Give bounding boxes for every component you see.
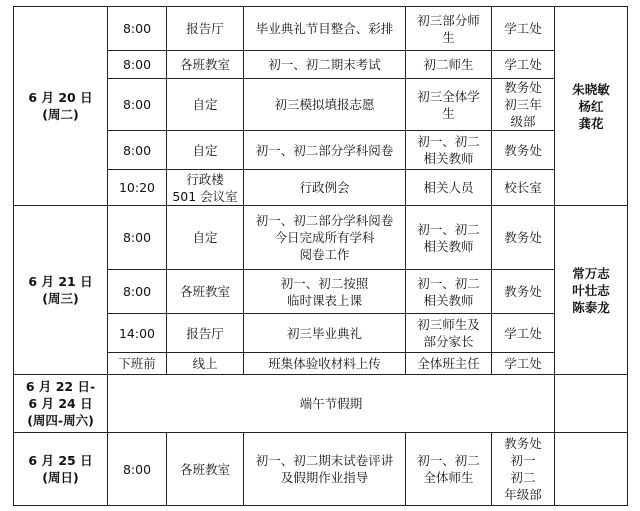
date-cell <box>14 433 108 506</box>
content-cell-line: 初一、初二期末试卷评讲 <box>255 453 394 468</box>
participants-cell-line: 初一、初二 <box>417 453 480 468</box>
participants-cell-line: 全体师生 <box>423 470 474 485</box>
duty-cell-line: 朱晓敏 <box>572 81 610 97</box>
time-cell: 8:00 <box>108 7 167 51</box>
date-cell <box>14 206 108 375</box>
participants-cell-line: 部分家长 <box>423 334 474 349</box>
participants-cell-line: 相关人员 <box>423 180 474 195</box>
time-cell: 下班前 <box>108 353 167 375</box>
participants-cell-line: 初三全体学 <box>417 88 480 104</box>
participants-cell-line: 初三师生及 <box>417 317 480 332</box>
place-cell-line: 501 会议室 <box>172 188 238 204</box>
dept-cell-line: 年级部 <box>504 487 542 502</box>
table-row <box>14 433 628 506</box>
place-cell-line: 自定 <box>192 97 218 112</box>
date-cell <box>14 375 108 433</box>
place-cell <box>167 170 244 206</box>
dept-cell-line: 初三年 <box>504 97 542 112</box>
participants-cell <box>406 206 492 270</box>
time-cell: 8:00 <box>108 270 167 314</box>
participants-cell <box>406 131 492 170</box>
date-weekday: (周三) <box>42 291 79 306</box>
participants-cell-line: 生 <box>442 29 455 45</box>
duty-cell-line: 陈泰龙 <box>572 299 610 315</box>
content-cell-line: 阅卷工作 <box>299 247 350 262</box>
time-cell: 8:00 <box>108 131 167 170</box>
place-cell <box>167 270 244 314</box>
participants-cell <box>406 7 492 51</box>
participants-cell-line: 初一、初二 <box>417 275 480 291</box>
content-cell <box>244 51 406 79</box>
place-cell-line: 各班教室 <box>179 284 230 299</box>
place-cell-line: 自定 <box>192 142 218 158</box>
date-date: 6 月 25 日 <box>28 453 93 468</box>
dept-cell-line: 学工处 <box>504 325 542 341</box>
participants-cell <box>406 79 492 131</box>
place-cell-line: 行政楼 <box>186 171 224 187</box>
content-cell <box>244 270 406 314</box>
dept-cell <box>492 131 555 170</box>
duty-cell <box>555 7 628 206</box>
content-cell <box>244 170 406 206</box>
content-cell-line: 初一、初二按照 <box>280 275 369 291</box>
participants-cell <box>406 353 492 375</box>
date-date: 6 月 21 日 <box>28 274 93 289</box>
time-cell: 8:00 <box>108 51 167 79</box>
date-cell <box>14 7 108 206</box>
duty-cell <box>555 375 628 433</box>
date-cell-line: 6 月 24 日 <box>28 396 93 411</box>
holiday-cell: 端午节假期 <box>108 375 555 433</box>
place-cell <box>167 51 244 79</box>
place-cell <box>167 314 244 353</box>
dept-cell-line: 学工处 <box>504 57 542 72</box>
content-cell-line: 初三毕业典礼 <box>286 325 362 341</box>
dept-cell-line: 教务处 <box>504 436 542 451</box>
duty-cell-line: 龚花 <box>578 115 604 131</box>
dept-cell-line: 校长室 <box>504 180 542 195</box>
schedule-body <box>14 7 628 506</box>
place-cell-line: 报告厅 <box>186 325 224 341</box>
content-cell-line: 初一、初二部分学科阅卷 <box>255 213 394 228</box>
dept-cell <box>492 433 555 506</box>
content-cell <box>244 314 406 353</box>
dept-cell <box>492 314 555 353</box>
participants-cell-line: 初一、初二 <box>417 221 480 237</box>
content-cell-line: 班集体验收材料上传 <box>268 356 381 371</box>
participants-cell-line: 初一、初二 <box>417 134 480 149</box>
date-weekday: (周日) <box>42 470 79 485</box>
dept-cell-line: 初二 <box>510 470 536 485</box>
participants-cell-line: 相关教师 <box>423 292 474 308</box>
place-cell <box>167 206 244 270</box>
participants-cell-line: 相关教师 <box>423 238 474 254</box>
content-cell-line: 行政例会 <box>299 180 350 195</box>
dept-cell-line: 初一 <box>510 453 536 468</box>
place-cell <box>167 433 244 506</box>
time-cell: 8:00 <box>108 206 167 270</box>
participants-cell <box>406 433 492 506</box>
place-cell-line: 各班教室 <box>179 57 230 72</box>
dept-cell <box>492 170 555 206</box>
date-cell-line: 6 月 22 日- <box>25 379 96 394</box>
time-cell: 8:00 <box>108 79 167 131</box>
dept-cell <box>492 79 555 131</box>
place-cell <box>167 131 244 170</box>
date-weekday: (周二) <box>42 107 79 122</box>
dept-cell <box>492 7 555 51</box>
content-cell <box>244 433 406 506</box>
participants-cell-line: 初二师生 <box>423 57 474 72</box>
dept-cell-line: 级部 <box>510 114 536 129</box>
time-cell: 10:20 <box>108 170 167 206</box>
content-cell <box>244 131 406 170</box>
content-cell-line: 今日完成所有学科 <box>274 230 375 245</box>
dept-cell <box>492 353 555 375</box>
content-cell-line: 初一、初二部分学科阅卷 <box>255 142 394 158</box>
place-cell-line: 线上 <box>192 356 218 371</box>
duty-cell-line: 杨红 <box>578 98 604 114</box>
dept-cell-line: 学工处 <box>504 356 542 371</box>
date-cell-line: (周四-周六) <box>27 413 94 428</box>
content-cell-line: 初一、初二期末考试 <box>268 57 381 72</box>
content-cell <box>244 7 406 51</box>
participants-cell-line: 生 <box>442 105 455 121</box>
table-row <box>14 206 628 270</box>
dept-cell <box>492 51 555 79</box>
dept-cell-line: 学工处 <box>504 21 542 36</box>
content-cell <box>244 79 406 131</box>
place-cell <box>167 79 244 131</box>
table-row <box>14 375 628 433</box>
duty-cell-line: 叶壮志 <box>572 282 610 298</box>
dept-cell-line: 教务处 <box>504 230 542 245</box>
participants-cell-line: 相关教师 <box>423 151 474 166</box>
dept-cell <box>492 270 555 314</box>
content-cell-line: 初三模拟填报志愿 <box>274 97 375 112</box>
participants-cell <box>406 170 492 206</box>
schedule-table <box>13 6 628 506</box>
participants-cell <box>406 51 492 79</box>
content-cell-line: 及假期作业指导 <box>280 470 369 485</box>
table-row <box>14 7 628 51</box>
time-cell: 8:00 <box>108 433 167 506</box>
dept-cell-line: 教务处 <box>504 284 542 299</box>
participants-cell <box>406 314 492 353</box>
content-cell-line: 临时课表上课 <box>286 292 362 308</box>
duty-cell <box>555 206 628 375</box>
content-cell-line: 毕业典礼节目整合、彩排 <box>255 21 394 36</box>
content-cell <box>244 206 406 270</box>
place-cell-line: 各班教室 <box>179 461 230 477</box>
place-cell-line: 报告厅 <box>186 21 224 36</box>
content-cell <box>244 353 406 375</box>
place-cell-line: 自定 <box>192 230 218 245</box>
participants-cell <box>406 270 492 314</box>
dept-cell-line: 教务处 <box>504 142 542 158</box>
duty-cell <box>555 433 628 506</box>
dept-cell-line: 教务处 <box>504 80 542 95</box>
dept-cell <box>492 206 555 270</box>
time-cell: 14:00 <box>108 314 167 353</box>
participants-cell-line: 初三部分师 <box>417 12 480 28</box>
date-date: 6 月 20 日 <box>28 90 93 105</box>
participants-cell-line: 全体班主任 <box>417 356 480 371</box>
duty-cell-line: 常万志 <box>572 265 610 281</box>
place-cell <box>167 7 244 51</box>
place-cell <box>167 353 244 375</box>
